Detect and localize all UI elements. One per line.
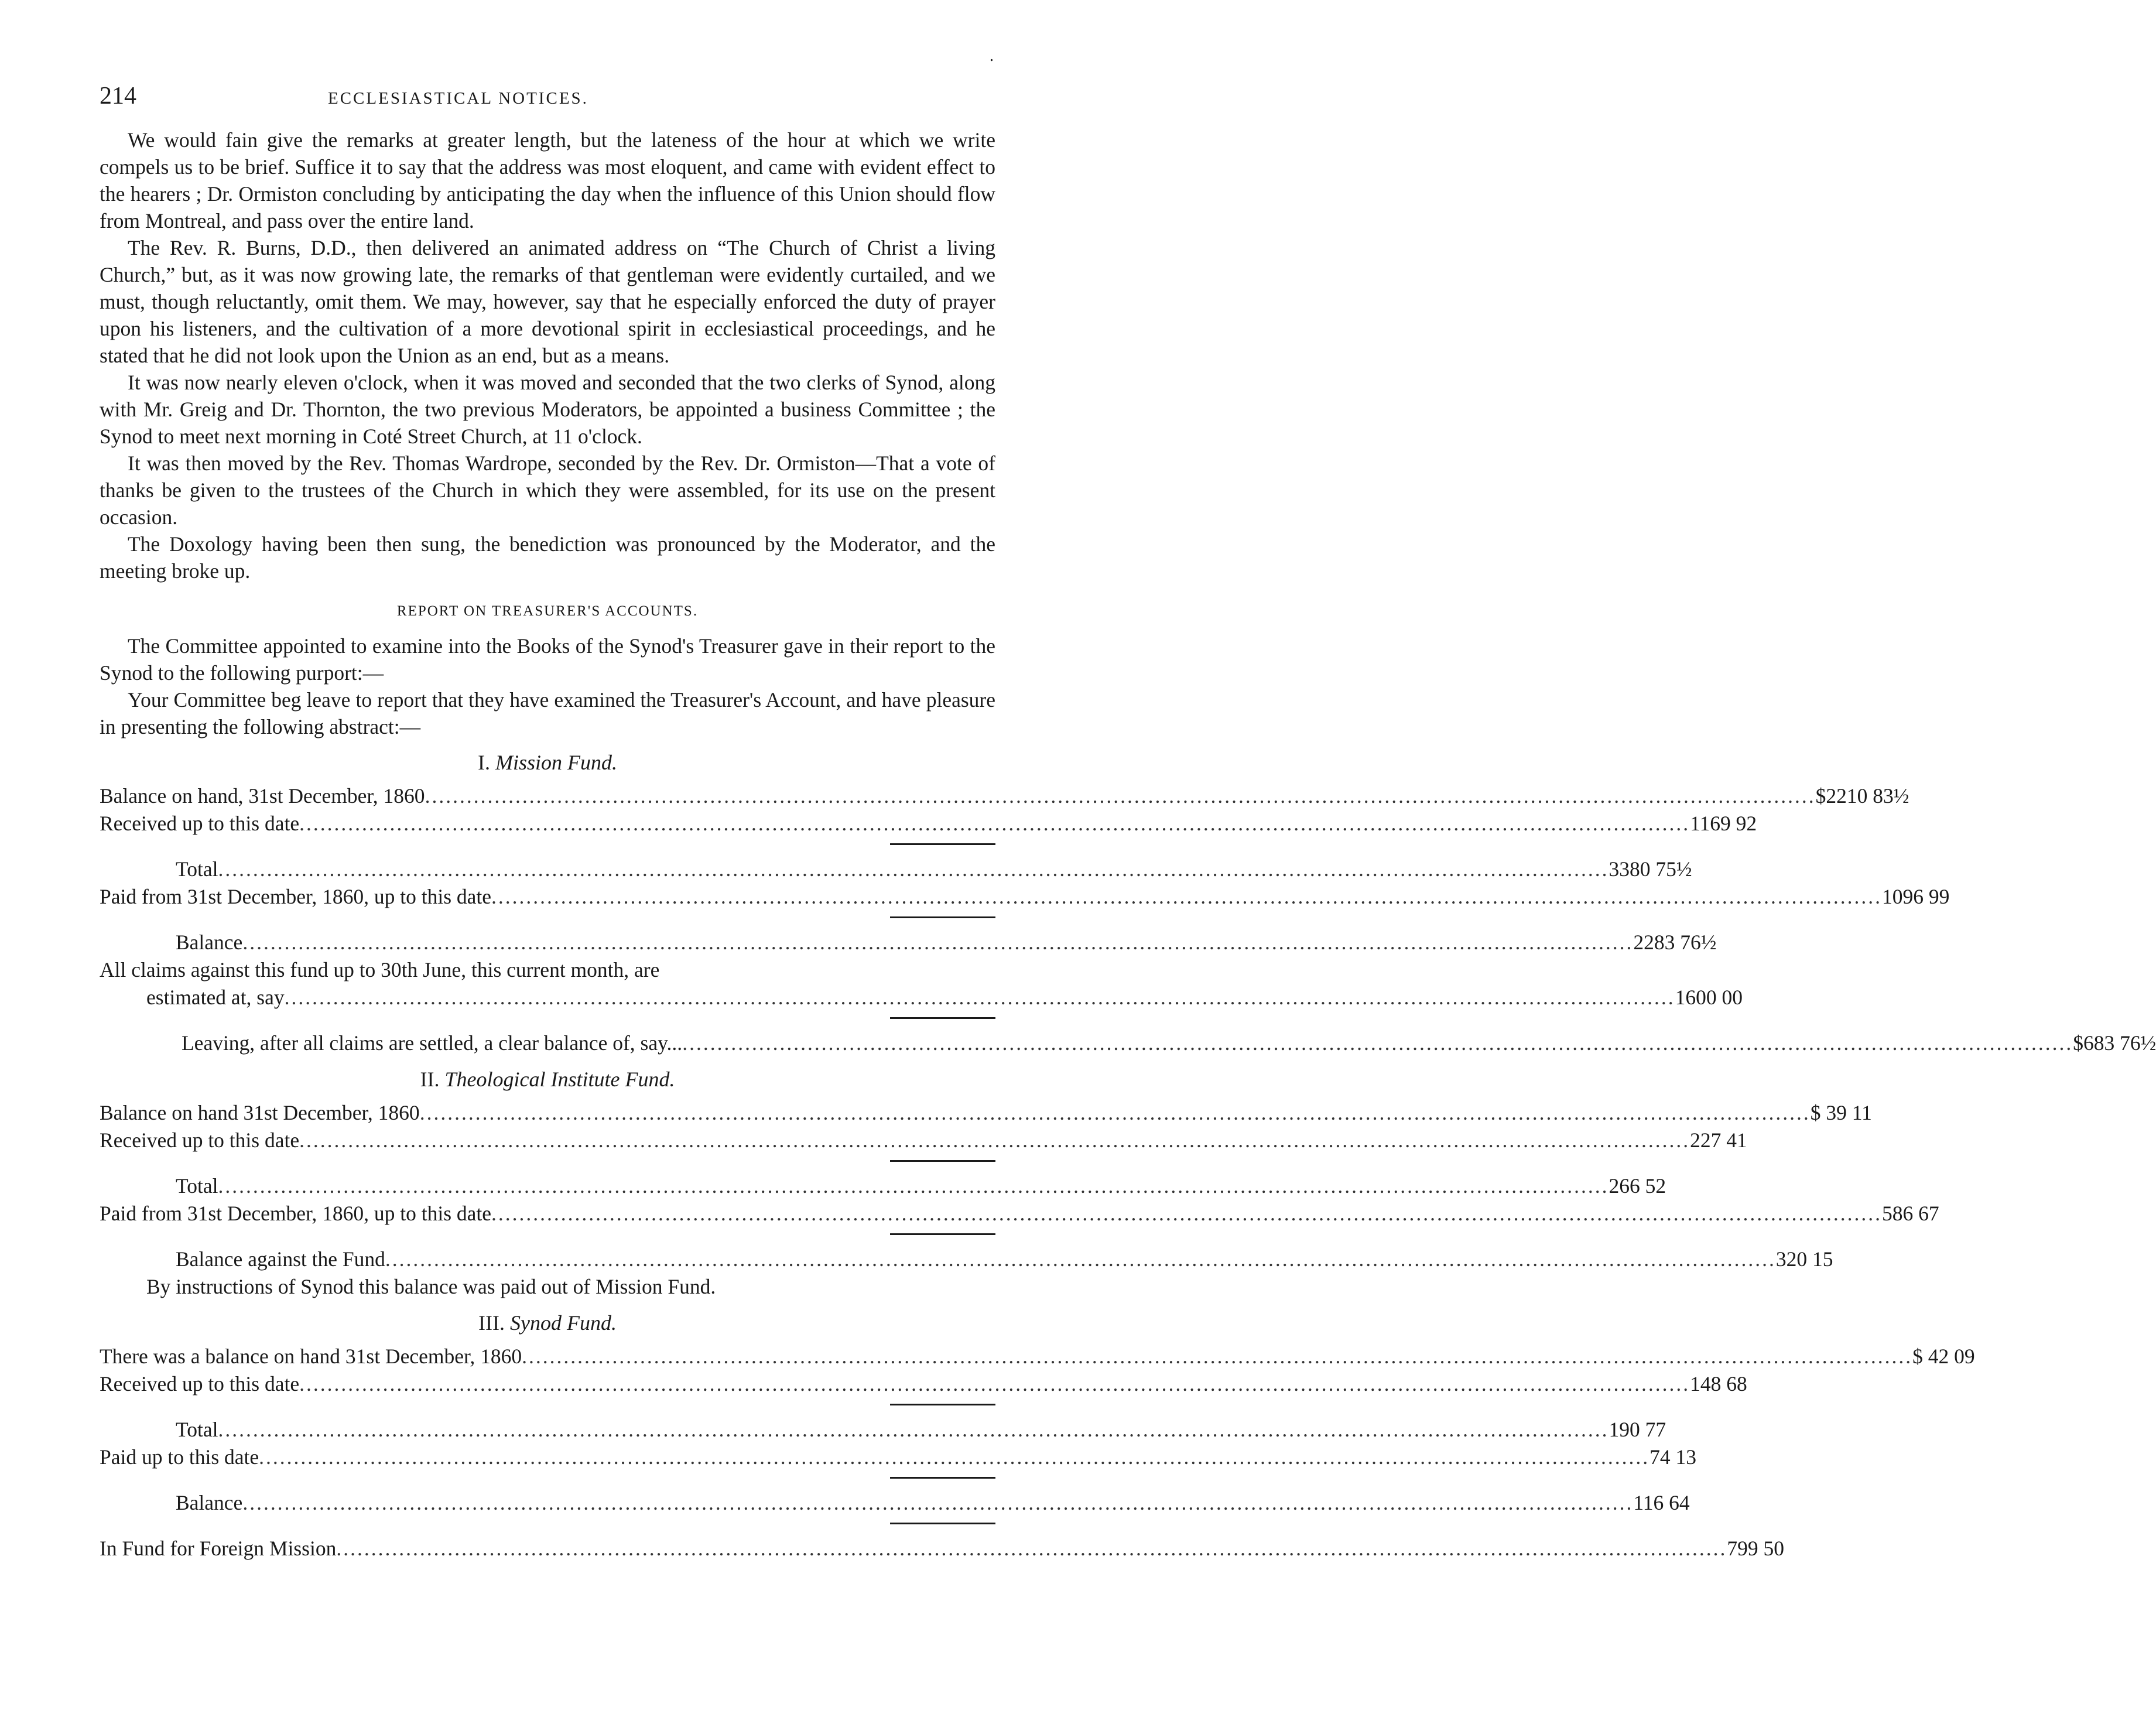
dot-leader: ........................................................................................................................................................................................................ <box>299 812 1690 835</box>
sum-rule <box>890 1233 995 1235</box>
ledger-amount: $2210 83½ <box>1815 784 1909 808</box>
dot-leader: ........................................................................................................................................................................................................ <box>385 1247 1776 1271</box>
synod-fund <box>100 1309 1975 1562</box>
ledger-label: Balance <box>176 931 243 954</box>
fund-title <box>100 1065 995 1093</box>
ledger-amount: 74 13 <box>1649 1445 1697 1469</box>
page <box>100 47 2156 1566</box>
ledger-amount: 148 68 <box>1690 1372 1747 1396</box>
ledger-amount: 1169 92 <box>1690 812 1757 835</box>
ledger-amount: 190 77 <box>1609 1418 1666 1441</box>
paragraph: It was then moved by the Rev. Thomas Wardrope, seconded by the Rev. Dr. Ormiston—That a vote of thanks be given to the trustees of the Church in which they were assembled, for its use on the present occasion. <box>100 452 995 529</box>
dot-leader: ........................................................................................................................................................................................................ <box>242 1491 1634 1514</box>
ledger-label: Received up to this date <box>100 812 300 835</box>
fund-numeral: III. <box>478 1311 505 1335</box>
dot-leader: ........................................................................................................................................................................................................ <box>522 1345 1913 1368</box>
sum-rule <box>890 1404 995 1405</box>
ledger-label: estimated at, say <box>146 986 285 1009</box>
dot-leader: ........................................................................................................................................................................................................ <box>218 1418 1609 1441</box>
ledger-row <box>100 929 1717 956</box>
sum-rule <box>890 916 995 918</box>
ledger-row <box>100 810 1757 837</box>
paragraph: The Doxology having been then sung, the benediction was pronounced by the Moderator, and the meeting broke up. <box>100 532 995 583</box>
report-intro: Your Committee beg leave to report that they have examined the Treasurer's Account, and have pleasure in presenting the following abstract:— <box>100 688 995 738</box>
sum-rule <box>890 1017 995 1019</box>
ledger-row <box>100 1127 1747 1154</box>
ledger-amount: $ 42 09 <box>1912 1345 1975 1368</box>
dot-leader: ........................................................................................................................................................................................................ <box>336 1537 1727 1560</box>
dot-leader: ........................................................................................................................................................................................................ <box>242 931 1634 954</box>
fund-numeral: I. <box>477 751 490 774</box>
ledger-label: Balance against the Fund <box>176 1247 385 1271</box>
dot-leader: ........................................................................................................................................................................................................ <box>491 1202 1883 1225</box>
ledger-row <box>100 1200 1939 1227</box>
report-title: REPORT ON TREASURER'S ACCOUNTS. <box>396 603 699 619</box>
dot-leader: ........................................................................................................................................................................................................ <box>218 1174 1609 1198</box>
paragraph: It was now nearly eleven o'clock, when it was moved and seconded that the two clerks of Synod, along with Mr. Greig and Dr. Thornton, the two previous Moderators, be appointed a business Committee ; the Synod to meet next morning in Coté Street Church, at 11 o'clock. <box>100 371 995 448</box>
ledger-amount: 266 52 <box>1609 1174 1666 1198</box>
dot-leader: ........................................................................................................................................................................................................ <box>259 1445 1650 1469</box>
dot-leader: ........................................................................................................................................................................................................ <box>491 885 1883 908</box>
fund-name: Synod Fund. <box>510 1311 617 1335</box>
ledger-label: Received up to this date <box>100 1128 300 1152</box>
fund-title <box>100 748 995 777</box>
ledger-amount: $ 39 11 <box>1810 1101 1872 1124</box>
ledger-amount: 1600 00 <box>1675 986 1743 1009</box>
dot-leader: ........................................................................................................................................................................................................ <box>284 986 1675 1009</box>
ledger-amount: 799 50 <box>1727 1537 1784 1560</box>
ledger-label: Balance on hand, 31st December, 1860 <box>100 784 425 808</box>
fund-note: By instructions of Synod this balance was paid out of Mission Fund. <box>146 1275 716 1298</box>
ledger-row <box>100 1099 1872 1127</box>
ledger-row <box>100 883 1950 911</box>
fund-title <box>100 1309 995 1337</box>
dot-leader: ........................................................................................................................................................................................................ <box>299 1372 1690 1396</box>
ledger-label: Total <box>176 1174 218 1198</box>
stray-mark: . <box>990 47 994 65</box>
ledger-row <box>100 1444 1697 1471</box>
fund-name: Theological Institute Fund. <box>444 1068 675 1091</box>
ledger-row <box>100 1029 2156 1057</box>
paragraph: The Rev. R. Burns, D.D., then delivered an animated address on “The Church of Christ a living Church,” but, as it was now growing late, the remarks of that gentleman were evidently curtailed, and we must, though reluctantly, omit them. We may, however, say that he especially enforced the duty of prayer upon his listeners, and the cultivation of a more devotional spirit in ecclesiastical proceedings, and he stated that he did not look upon the Union as an end, but as a means. <box>100 236 995 367</box>
ledger-label: There was a balance on hand 31st December, 1860 <box>100 1345 522 1368</box>
ledger-amount: 227 41 <box>1690 1128 1747 1152</box>
ledger-row <box>100 984 1743 1011</box>
ledger-label: Balance <box>176 1491 243 1514</box>
sum-rule <box>890 1160 995 1162</box>
ledger-label: Total <box>176 1418 218 1441</box>
ledger-label: Balance on hand 31st December, 1860 <box>100 1101 420 1124</box>
ledger-row <box>100 1489 1690 1517</box>
body-text <box>100 126 995 584</box>
ledger-label: Paid from 31st December, 1860, up to this date <box>100 1202 492 1225</box>
ledger-row <box>100 1343 1975 1370</box>
theological-fund <box>100 1065 1939 1301</box>
ledger-row <box>100 782 1909 810</box>
ledger-label: Received up to this date <box>100 1372 300 1396</box>
page-number: 214 <box>100 83 136 110</box>
ledger-label: In Fund for Foreign Mission <box>100 1537 337 1560</box>
ledger-amount: 320 15 <box>1775 1247 1833 1271</box>
ledger-row <box>100 1246 1833 1273</box>
fund-numeral: II. <box>420 1068 440 1091</box>
ledger-label: Paid from 31st December, 1860, up to this date <box>100 885 492 908</box>
ledger-amount: 586 67 <box>1882 1202 1939 1225</box>
mission-fund <box>100 748 2156 1057</box>
sum-rule <box>890 843 995 845</box>
ledger-label: Paid up to this date <box>100 1445 259 1469</box>
claims-text: All claims against this fund up to 30th June, this current month, are <box>100 958 660 981</box>
ledger-label: Leaving, after all claims are settled, a clear balance of, say... <box>182 1031 683 1055</box>
page-header <box>100 82 995 117</box>
dot-leader: ........................................................................................................................................................................................................ <box>419 1101 1811 1124</box>
ledger-row <box>100 856 1692 883</box>
ledger-row <box>100 1172 1666 1200</box>
ledger-amount: 2283 76½ <box>1633 931 1717 954</box>
ledger-row <box>100 1535 1784 1562</box>
ledger-row <box>100 1416 1666 1444</box>
sum-rule <box>890 1523 995 1524</box>
paragraph: We would fain give the remarks at greater length, but the lateness of the hour at which we write compels us to be brief. Suffice it to say that the address was most eloquent, and came with evident effect to the hearers ; Dr. Ormiston concluding by anticipating the day when the influence of this Union should flow from Montreal, and pass over the entire land. <box>100 128 995 232</box>
dot-leader: ........................................................................................................................................................................................................ <box>299 1128 1690 1152</box>
ledger-amount: 3380 75½ <box>1609 857 1692 881</box>
fund-name: Mission Fund. <box>495 751 617 774</box>
ledger-label: Total <box>176 857 218 881</box>
sum-rule <box>890 1477 995 1479</box>
ledger-amount: 1096 99 <box>1882 885 1950 908</box>
ledger-row <box>100 1370 1747 1398</box>
ledger-amount: 116 64 <box>1633 1491 1690 1514</box>
dot-leader: ........................................................................................................................................................................................................ <box>218 857 1609 881</box>
dot-leader: ........................................................................................................................................................................................................ <box>425 784 1816 808</box>
dot-leader: ........................................................................................................................................................................................................ <box>682 1031 2073 1055</box>
running-title: ECCLESIASTICAL NOTICES. <box>328 89 588 108</box>
report-intro: The Committee appointed to examine into the Books of the Synod's Treasurer gave in their report to the Synod to the following purport:— <box>100 634 995 685</box>
ledger-amount: $683 76½ <box>2073 1031 2156 1055</box>
